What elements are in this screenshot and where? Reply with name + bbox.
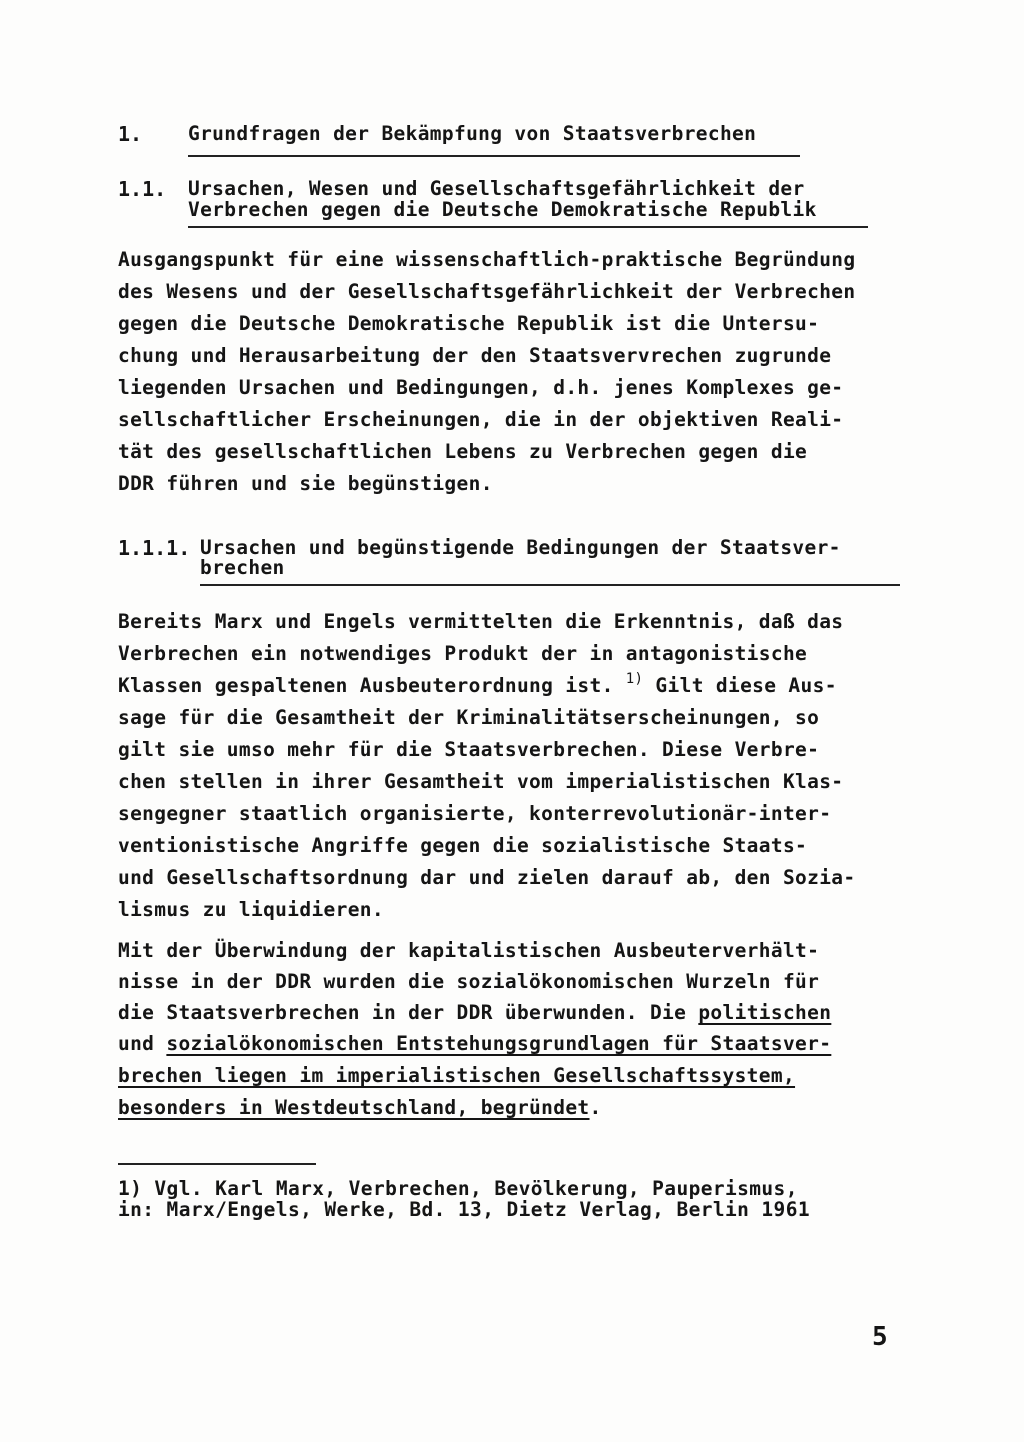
paragraph-3-line bbox=[118, 1096, 602, 1120]
paragraph-1-line: tät des gesellschaftlichen Lebens zu Verbrechen gegen die bbox=[118, 440, 808, 463]
paragraph-3-line: nisse in der DDR wurden die sozialökonomischen Wurzeln für bbox=[118, 970, 820, 993]
section-1-1-1-title-line2: brechen bbox=[200, 556, 285, 579]
paragraph-1-line: gegen die Deutsche Demokratische Republik ist die Untersu- bbox=[118, 312, 820, 335]
section-1-1-number: 1.1. bbox=[118, 177, 167, 201]
section-1-1-rule bbox=[188, 226, 868, 228]
paragraph-1-line: liegenden Ursachen und Bedingungen, d.h. jenes Komplexes ge- bbox=[118, 376, 844, 399]
paragraph-1-line: des Wesens und der Gesellschaftsgefährlichkeit der Verbrechen bbox=[118, 280, 856, 303]
paragraph-2-line: chen stellen in ihrer Gesamtheit vom imperialistischen Klas- bbox=[118, 770, 844, 793]
paragraph-1-line: chung und Herausarbeitung der den Staatsvervrechen zugrunde bbox=[118, 344, 832, 367]
section-1-rule bbox=[188, 155, 800, 157]
paragraph-3-text: und bbox=[118, 1032, 167, 1055]
paragraph-2-text: Klassen gespaltenen Ausbeuterordnung ist. bbox=[118, 674, 626, 697]
underlined-text: politischen bbox=[698, 1001, 832, 1024]
underlined-text: brechen liegen im imperialistischen Gesellschaftssystem, bbox=[118, 1064, 796, 1087]
paragraph-2-line: Bereits Marx und Engels vermittelten die Erkenntnis, daß das bbox=[118, 610, 844, 633]
paragraph-2-text: Gilt diese Aus- bbox=[643, 674, 837, 697]
paragraph-1-line: DDR führen und sie begünstigen. bbox=[118, 472, 493, 495]
section-1-1-1-number: 1.1.1. bbox=[118, 536, 191, 560]
page-number: 5 bbox=[872, 1322, 888, 1352]
paragraph-2-line: ventionistische Angriffe gegen die sozialistische Staats- bbox=[118, 834, 808, 857]
footnote-reference[interactable]: 1) bbox=[625, 671, 644, 687]
paragraph-3-line bbox=[118, 1032, 831, 1056]
paragraph-2-line: gilt sie umso mehr für die Staatsverbrechen. Diese Verbre- bbox=[118, 738, 820, 761]
section-1-1-1-title-line1: Ursachen und begünstigende Bedingungen der Staatsver- bbox=[200, 536, 841, 559]
paragraph-1-line: sellschaftlicher Erscheinungen, die in der objektiven Reali- bbox=[118, 408, 844, 431]
paragraph-3-line: Mit der Überwindung der kapitalistischen Ausbeuterverhält- bbox=[118, 939, 820, 962]
paragraph-2-line: lismus zu liquidieren. bbox=[118, 898, 384, 921]
underlined-text: sozialökonomischen Entstehungsgrundlagen für Staatsver- bbox=[166, 1032, 832, 1055]
paragraph-2-line: sage für die Gesamtheit der Kriminalitätserscheinungen, so bbox=[118, 706, 820, 729]
paragraph-3-line bbox=[118, 1001, 831, 1025]
footnote-line: in: Marx/Engels, Werke, Bd. 13, Dietz Verlag, Berlin 1961 bbox=[118, 1198, 810, 1221]
paragraph-2-line: Verbrechen ein notwendiges Produkt der in antagonistische bbox=[118, 642, 808, 665]
section-1-1-title-line2: Verbrechen gegen die Deutsche Demokratische Republik bbox=[188, 198, 817, 221]
paragraph-3-text: . bbox=[589, 1096, 602, 1119]
section-1-title: Grundfragen der Bekämpfung von Staatsverbrechen bbox=[188, 122, 757, 145]
paragraph-3-text: die Staatsverbrechen in der DDR überwunden. Die bbox=[118, 1001, 699, 1024]
footnote-separator bbox=[118, 1163, 316, 1165]
paragraph-1-line: Ausgangspunkt für eine wissenschaftlich-praktische Begründung bbox=[118, 248, 856, 271]
section-1-1-title-line1: Ursachen, Wesen und Gesellschaftsgefährlichkeit der bbox=[188, 177, 805, 200]
section-1-1-1-rule bbox=[200, 584, 900, 586]
section-1-number: 1. bbox=[118, 122, 143, 146]
footnote-line: 1) Vgl. Karl Marx, Verbrechen, Bevölkerung, Pauperismus, bbox=[118, 1177, 798, 1200]
paragraph-2-line: und Gesellschaftsordnung dar und zielen darauf ab, den Sozia- bbox=[118, 866, 856, 889]
paragraph-3-line bbox=[118, 1064, 795, 1088]
paragraph-2-line-with-footnote bbox=[118, 671, 837, 700]
paragraph-2-line: sengegner staatlich organisierte, konterrevolutionär-inter- bbox=[118, 802, 832, 825]
underlined-text: besonders in Westdeutschland, begründet bbox=[118, 1096, 590, 1119]
